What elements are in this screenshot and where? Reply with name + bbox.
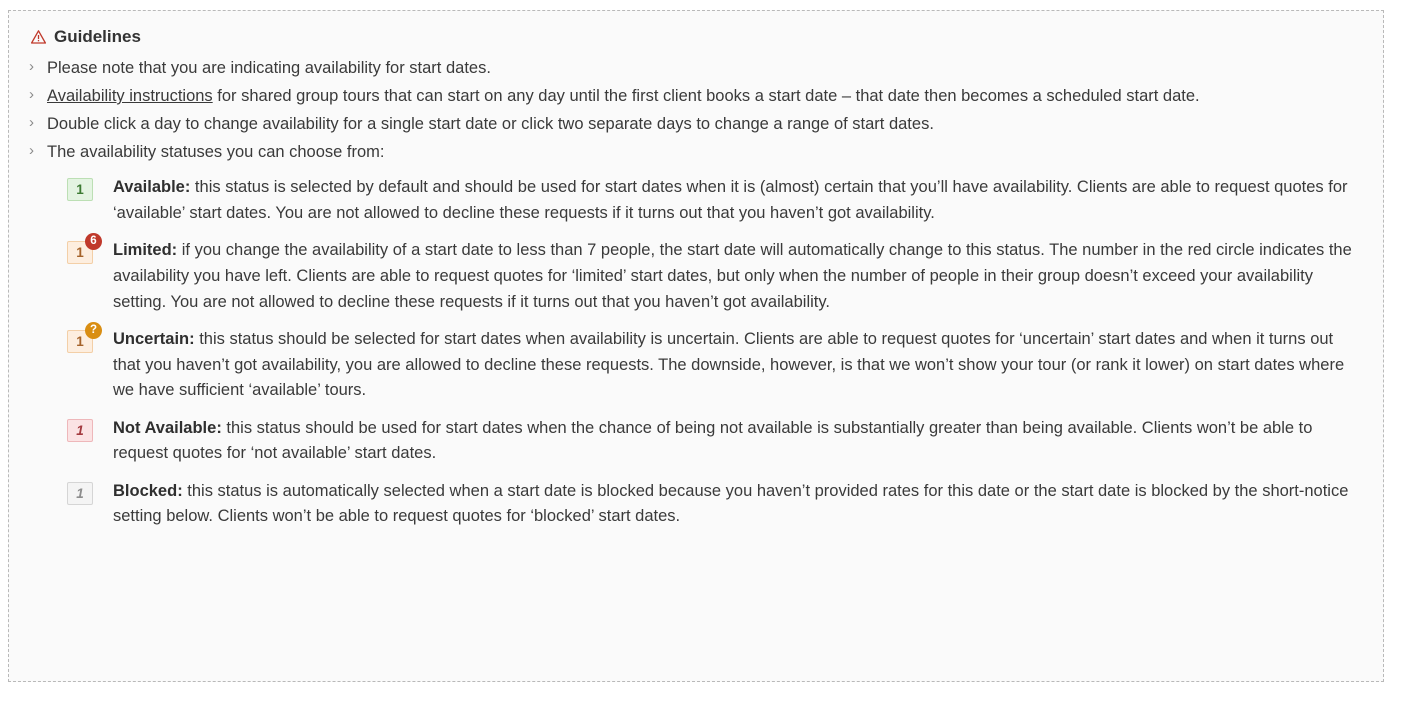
chevron-right-icon: › (29, 58, 34, 75)
day-chip-available: 1 (67, 178, 93, 201)
status-name-suffix: : (189, 330, 195, 349)
status-legend-blocked (67, 479, 1365, 530)
status-name: Not Available (113, 418, 217, 437)
status-body: this status should be used for start dates when the chance of being not available is substantially greater than being available. Clients won’t be able to request quotes for ‘not available’ start dates. (113, 418, 1313, 463)
status-description (113, 175, 1365, 226)
status-name: Uncertain (113, 330, 190, 349)
day-chip-not-available: 1 (67, 419, 93, 442)
status-legend-uncertain (67, 323, 1365, 404)
panel-title-label: Guidelines (54, 27, 141, 46)
chip-wrap (67, 416, 113, 442)
status-name-suffix: : (184, 178, 191, 197)
status-body: if you change the availability of a start date to less than 7 people, the start date will automatically change to this status. The number in the red circle indicates the availability you have left. Clients are able to request quotes for ‘limited’ start dates, but only when the number of people in their group doesn’t exceed your availability setting. You are not allowed to decline these requests if it turns out that you haven’t got availability. (113, 241, 1352, 311)
status-body: this status should be selected for start dates when availability is uncertain. Clients are able to request quotes for ‘uncertain’ start dates and when it turns out that you haven’t got availability, you are allowed to decline these requests. The downside, however, is that we won’t show your tour (or rank it lower) on start dates where we have sufficient ‘available’ tours. (113, 330, 1345, 400)
panel-title (31, 27, 1365, 47)
chevron-right-icon: › (29, 86, 34, 104)
day-chip-blocked: 1 (67, 482, 93, 505)
warning-triangle-icon (31, 30, 46, 44)
day-chip-limited: 1 (67, 241, 93, 264)
list-item (27, 55, 1365, 81)
bullet-text: Please note that you are indicating availability for start dates. (47, 59, 491, 77)
bullet-text: Double click a day to change availability for a single start date or click two separate days to change a range of start dates. (47, 115, 934, 134)
status-legend-not-available (67, 416, 1365, 467)
bullet-text: The availability statuses you can choose from: (47, 143, 385, 162)
guidelines-bullet-list (27, 55, 1365, 165)
availability-count-badge: 6 (85, 233, 102, 250)
status-name: Blocked (113, 481, 178, 500)
chip-wrap (67, 235, 113, 264)
status-description (113, 479, 1365, 530)
status-legend-list (27, 175, 1365, 530)
chevron-right-icon: › (29, 142, 34, 160)
status-name: Limited: (113, 241, 178, 260)
chip-wrap (67, 479, 113, 505)
question-mark-badge-icon: ? (85, 322, 102, 339)
status-name-suffix: : (177, 481, 183, 500)
list-item (27, 83, 1365, 109)
chevron-right-icon: › (29, 114, 34, 132)
status-legend-available (67, 175, 1365, 226)
list-item (27, 139, 1365, 165)
status-description (113, 416, 1365, 467)
status-legend-limited (67, 235, 1365, 315)
chip-wrap (67, 175, 113, 201)
chip-wrap (67, 323, 113, 353)
status-name-suffix: : (216, 418, 222, 437)
status-body: this status is automatically selected when a start date is blocked because you haven’t provided rates for this date or the start date is blocked by the short-notice setting below. Clients won’t be able to request quotes for ‘blocked’ start dates. (113, 481, 1349, 526)
list-item (27, 111, 1365, 137)
bullet-text-suffix: for shared group tours that can start on any day until the first client books a start date – that date then becomes a scheduled start date. (212, 87, 1200, 106)
status-description (113, 238, 1365, 315)
status-name: Available (113, 178, 185, 197)
guidelines-panel (8, 10, 1384, 682)
status-body: this status is selected by default and should be used for start dates when it is (almost) certain that you’ll have availability. Clients are able to request quotes for ‘available’ start dates. You are not allowed to decline these requests if it turns out that you haven’t got availability. (113, 178, 1348, 222)
status-description (113, 327, 1365, 404)
availability-instructions-link[interactable]: Availability instructions (47, 87, 213, 106)
day-chip-uncertain: 1 (67, 330, 93, 353)
